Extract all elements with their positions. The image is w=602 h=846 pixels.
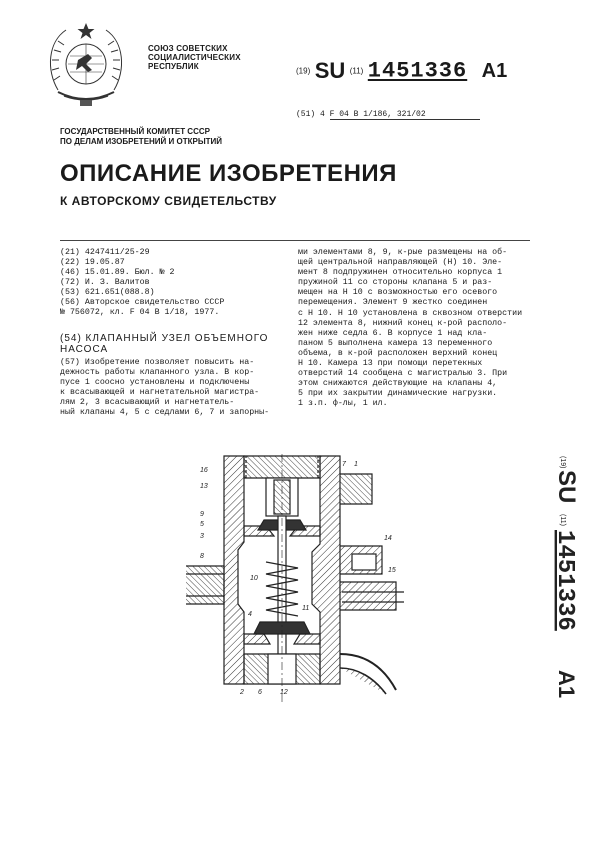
abstract-line: ми элементами 8, 9, к-рые размещены на об-: [298, 248, 508, 257]
drawing-label: 6: [258, 689, 262, 696]
biblio-field: (72) И. З. Валитов: [60, 278, 150, 287]
abstract-line: 1 з.п. ф-лы, 1 ил.: [298, 399, 388, 409]
invention-title-line: (54) КЛАПАННЫЙ УЗЕЛ ОБЪЕМНОГО: [60, 333, 269, 344]
country-code: SU: [314, 58, 346, 83]
abstract-line: 5 при их закрытии динамические нагрузки.: [298, 389, 498, 399]
invention-title: [60, 333, 290, 355]
abstract-line: мещен на Н 10 с возможностью его осевого: [298, 288, 498, 298]
drawing-label: 11: [302, 605, 310, 612]
abstract-line: щей центральной направляющей (Н) 10. Эле-: [298, 258, 503, 268]
drawing-label: 14: [384, 535, 392, 542]
publication-number: [296, 58, 507, 84]
side-code-11: (11): [559, 514, 566, 526]
abstract-line: пружиной 11 со стороны клапана 5 и раз-: [298, 278, 493, 288]
abstract-line: мент 8 подпружинен относительно корпуса 1: [298, 268, 503, 278]
bibliographic-data: [60, 248, 290, 318]
document-title: ОПИСАНИЕ ИЗОБРЕТЕНИЯ: [60, 160, 397, 187]
issuing-committee: [60, 127, 222, 147]
code-19: (19): [296, 66, 311, 76]
drawing-label: 16: [200, 467, 208, 474]
biblio-field: (21) 4247411/25-29: [60, 248, 150, 257]
committee-line: ГОСУДАРСТВЕННЫЙ КОМИТЕТ СССР: [60, 127, 210, 136]
biblio-field: (22) 19.05.87: [60, 258, 125, 267]
ipc-value: F 04 B 1/186, 321/02: [329, 110, 426, 119]
abstract-line: пусе 1 соосно установлены и подключены: [60, 378, 250, 388]
biblio-field: (56) Авторское свидетельство СССР: [60, 298, 225, 307]
abstract-line: Н 10. Камера 13 при помощи перетекных: [298, 359, 483, 369]
drawing-label: 5: [200, 521, 204, 528]
drawing-label: 7: [342, 461, 346, 468]
code-11: (11): [349, 66, 364, 76]
vertical-publication-number: [525, 456, 580, 726]
drawing-label: 3: [200, 533, 204, 540]
kind-code: A1: [481, 59, 508, 82]
abstract-line: 12 элемента 8, нижний конец к-рой располо-: [298, 318, 508, 328]
biblio-field: (46) 15.01.89. Бюл. № 2: [60, 268, 175, 277]
issuing-country: [148, 44, 241, 71]
ussr-emblem: [44, 20, 128, 108]
side-country-code: SU: [553, 470, 580, 504]
drawing-label: 1: [354, 461, 358, 468]
drawing-label: 8: [200, 553, 204, 560]
abstract-line: ный клапаны 4, 5 с седлами 6, 7 и запорны-: [60, 408, 270, 418]
drawing-label: 12: [280, 689, 288, 696]
drawing-label: 13: [200, 483, 208, 490]
abstract-line: жен ниже седла 6. В корпусе 1 над кла-: [298, 328, 488, 338]
drawing-label: 10: [250, 575, 258, 582]
abstract-line: лям 2, 3 всасывающий и нагнетатель-: [60, 398, 235, 408]
document-subtitle: К АВТОРСКОМУ СВИДЕТЕЛЬСТВУ: [60, 194, 277, 208]
abstract-line: паном 5 выполнена камера 13 переменного: [298, 338, 493, 348]
abstract-line: объема, в к-рой расположен верхний конец: [298, 348, 498, 358]
drawing-label: 2: [240, 689, 244, 696]
drawing-label: 4: [248, 611, 252, 618]
abstract-line: этом снижаются действующие на клапаны 4,: [298, 379, 498, 389]
side-patent-number: 1451336: [551, 530, 578, 631]
abstract-line: (57) Изобретение позволяет повысить на-: [60, 358, 255, 367]
country-line: РЕСПУБЛИК: [148, 62, 199, 71]
biblio-field: (53) 621.651(088.8): [60, 288, 155, 297]
valve-drawing: [182, 454, 414, 704]
abstract-right-column: [298, 248, 530, 410]
ipc-classification: [296, 110, 480, 120]
side-kind-code: A1: [554, 670, 579, 699]
abstract-line: отверстий 14 сообщена с магистралью 3. При: [298, 369, 508, 379]
drawing-label: 9: [200, 511, 204, 518]
side-code-19: (19): [559, 456, 566, 469]
divider: [60, 240, 530, 241]
abstract-left-column: [60, 358, 292, 419]
abstract-line: дежность работы клапанного узла. В кор-: [60, 368, 255, 378]
invention-title-line: НАСОСА: [60, 344, 109, 355]
patent-number: 1451336: [367, 58, 468, 84]
country-line: СОЮЗ СОВЕТСКИХ: [148, 44, 228, 53]
biblio-field: № 756072, кл. F 04 B 1/18, 1977.: [60, 308, 220, 317]
drawing-label: 15: [388, 567, 396, 574]
committee-line: ПО ДЕЛАМ ИЗОБРЕТЕНИЙ И ОТКРЫТИЙ: [60, 137, 223, 146]
abstract-line: перемещения. Элемент 9 жестко соединен: [298, 298, 488, 308]
ipc-code: (51) 4: [296, 110, 325, 119]
abstract-line: с Н 10. Н 10 установлена в сквозном отверстии: [298, 308, 523, 318]
country-line: СОЦИАЛИСТИЧЕСКИХ: [148, 53, 241, 62]
abstract-line: к всасывающей и нагнетательной магистра-: [60, 388, 260, 398]
